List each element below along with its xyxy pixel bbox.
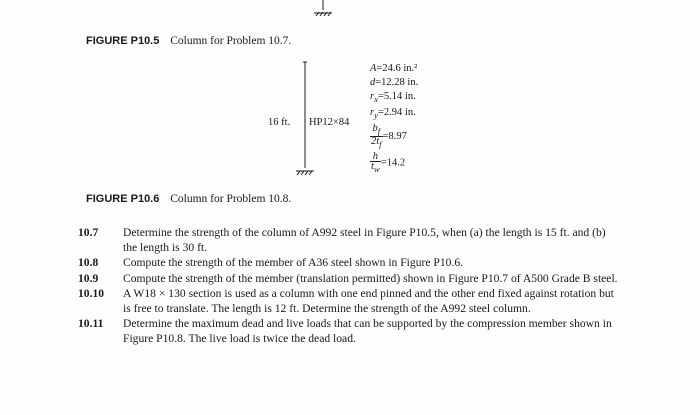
section-properties [370,62,418,174]
figure-label: FIGURE P10.5 [86,35,160,47]
fixed-support-icon [296,171,314,175]
column-section-label: HP12×84 [309,117,350,128]
figure-p10-6-caption [86,193,291,205]
prop-web-ratio: $\frac{h}{t_w}$ =14.2 [371,151,406,175]
problem-list [78,225,618,347]
figure-caption-text: Column for Problem 10.7. [170,35,292,47]
column-length-label: 16 ft. [268,117,291,128]
problem-10-11 [78,316,618,346]
prop-rx: $r_x=5.14$ in. [370,91,416,105]
problem-number: 10.10 [78,286,105,300]
problem-text: Determine the maximum dead and live loads that can be supported by the compression member shown in Figure P10.8. The live load is twice the dead load. [123,317,612,346]
prop-ry: $r_y=2.94$ in. [370,107,416,121]
prop-area: A=24.6 in.² [370,63,418,74]
problem-text: A W18 × 130 section is used as a column with one end pinned and the other end fixed against rotation but is free to translate. The length is 12 ft. Determine the strength of the A992 steel column. [123,286,614,316]
problem-text: Compute the strength of the member (translation permitted) shown in Figure P10.7 of A500 Grade B steel. [123,271,618,285]
problem-10-7 [78,225,618,255]
figure-caption-text: Column for Problem 10.8. [170,193,292,205]
problem-number: 10.9 [78,271,99,285]
problem-text: Compute the strength of the member of A36 steel shown in Figure P10.6. [123,256,464,270]
problem-number: 10.11 [78,317,104,331]
problem-10-10 [78,286,618,316]
problem-10-9 [78,271,618,286]
prop-flange-ratio: $\frac{b_f}{2t_f}$ =8.97 [371,123,407,150]
problem-10-8 [78,255,618,270]
prop-depth: d=12.28 in. [370,77,419,88]
figure-label: FIGURE P10.6 [86,193,160,205]
problem-text: Determine the strength of the column of A992 steel in Figure P10.5, when (a) the length is 15 ft. and (b) the length is 30 ft. [123,226,606,255]
problem-number: 10.7 [78,226,99,239]
problem-number: 10.8 [78,256,99,270]
